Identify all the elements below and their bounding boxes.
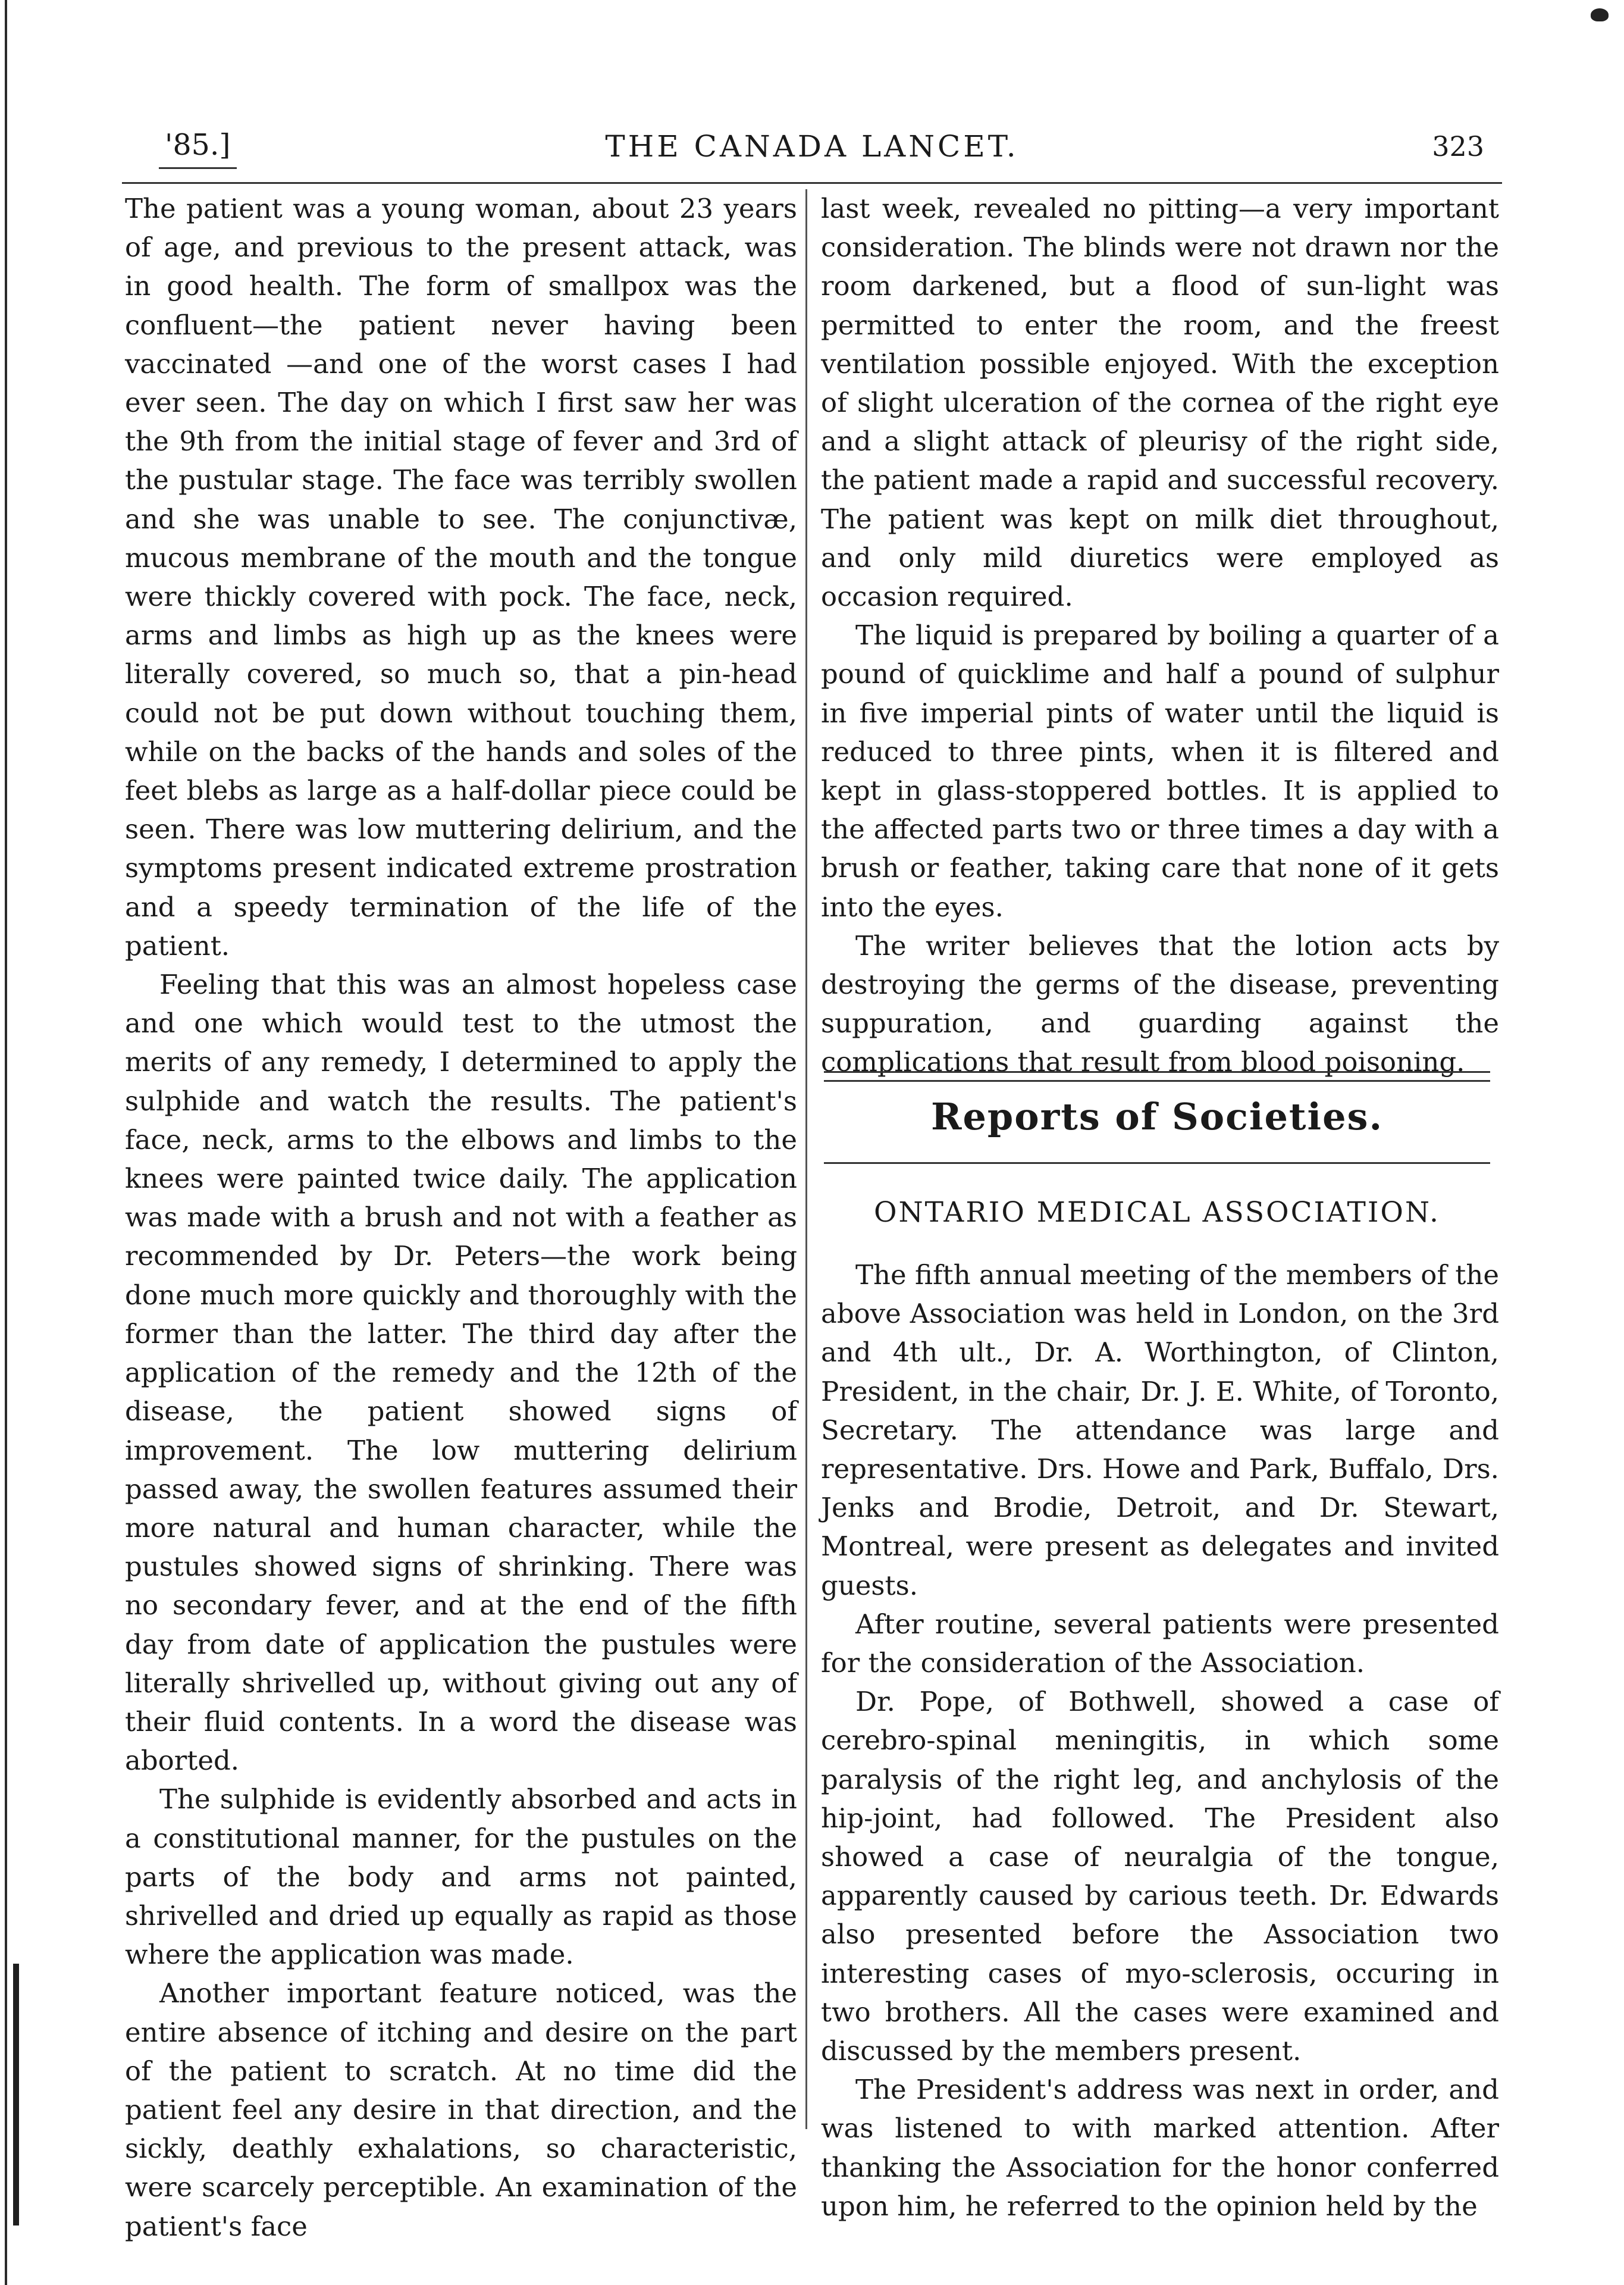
right-column-bottom <box>821 1256 1499 2225</box>
section-double-rule <box>824 1071 1490 1082</box>
paragraph: The liquid is prepared by boiling a quarter of a pound of quicklime and half a pound of sulphur in five imperial pints of water until the liquid is reduced to three pints, when it is filtered and kept in glass-stoppered bottles. It is applied to the affected parts two or three times a day with a brush or feather, taking care that none of it gets into the eyes. <box>821 619 1499 923</box>
header-rule <box>122 182 1502 184</box>
paragraph: Another important feature noticed, was the entire absence of itching and desire on the part of the patient to scratch. At no time did the patient feel any desire in that direction, and the sickly, deathly exhalations, so characteristic, were scarcely perceptible. An examination of the patient's face <box>125 1977 797 2242</box>
paragraph: last week, revealed no pitting—a very important consideration. The blinds were not drawn nor the room darkened, but a flood of sun-light was permitted to enter the room, and the freest ventilation possible enjoyed. With the exception of slight ulceration of the cornea of the right eye and a slight attack of pleurisy of the right side, the patient made a rapid and successful recovery. The patient was kept on milk diet throughout, and only mild diuretics were employed as occasion required. <box>821 193 1499 613</box>
binding-edge <box>5 0 7 2285</box>
paragraph: Dr. Pope, of Bothwell, showed a case of cerebro-spinal meningitis, in which some paralysis of the right leg, and anchylosis of the hip-joint, had followed. The President also showed a case of neuralgia of the tongue, apparently caused by carious teeth. Dr. Edwards also presented before the Association two interesting cases of myo-sclerosis, occuring in two brothers. All the cases were examined and discussed by the members present. <box>821 1686 1499 2067</box>
left-column <box>125 189 797 2246</box>
right-column-top <box>821 189 1499 1082</box>
section-heading: Reports of Societies. <box>930 1095 1384 1138</box>
section-rule <box>824 1162 1490 1164</box>
paragraph: The patient was a young woman, about 23 years of age, and previous to the present attack, was in good health. The form of smallpox was the confluent—the patient never having been vaccinated —and one of the worst cases I had ever seen. The day on which I first saw her was the 9th from the initial stage of fever and 3rd of the pustular stage. The face was terribly swollen and she was unable to see. The conjunctivæ, mucous membrane of the mouth and the tongue were thickly covered with pock. The face, neck, arms and limbs as high up as the knees were literally covered, so much so, that a pin-head could not be put down without touching them, while on the backs of the hands and soles of the feet blebs as large as a half-dollar piece could be seen. There was low muttering delirium, and the symptoms present indicated extreme prostration and a speedy termination of the life of the patient. <box>125 193 797 962</box>
paragraph: The sulphide is evidently absorbed and acts in a constitutional manner, for the pustules on the parts of the body and arms not painted, shrivelled and dried up equally as rapid as those where the application was made. <box>125 1783 797 1971</box>
binding-mark <box>13 1964 19 2225</box>
corner-ink-mark <box>1591 8 1609 21</box>
column-divider <box>805 189 807 2129</box>
running-title: THE CANADA LANCET. <box>605 129 1019 164</box>
folio-year: '85.] <box>165 128 231 162</box>
paragraph: The writer believes that the lotion acts by destroying the germs of the disease, preventing suppuration, and guarding against the complications that result from blood poisoning. <box>821 929 1499 1078</box>
paragraph: The fifth annual meeting of the members of the above Association was held in London, on the 3rd and 4th ult., Dr. A. Worthington, of Clinton, President, in the chair, Dr. J. E. White, of Toronto, Secretary. The attendance was large and representative. Drs. Howe and Park, Buffalo, Drs. Jenks and Brodie, Detroit, and Dr. Stewart, Montreal, were present as delegates and invited guests. <box>821 1259 1499 1601</box>
article-title: ONTARIO MEDICAL ASSOCIATION. <box>874 1196 1440 1229</box>
paragraph: The President's address was next in order, and was listened to with marked attention. After thanking the Association for the honor conferred upon him, he referred to the opinion held by the <box>821 2074 1499 2222</box>
page-number: 323 <box>1432 130 1484 162</box>
page-header <box>128 122 1496 176</box>
paragraph: Feeling that this was an almost hopeless case and one which would test to the utmost the merits of any remedy, I determined to apply the sulphide and watch the results. The patient's face, neck, arms to the elbows and limbs to the knees were painted twice daily. The application was made with a brush and not with a feather as recommended by Dr. Peters—the work being done much more quickly and thoroughly with the former than the latter. The third day after the application of the remedy and the 12th of the disease, the patient showed signs of improvement. The low muttering delirium passed away, the swollen features assumed their more natural and human character, while the pustules showed signs of shrinking. There was no secondary fever, and at the end of the fifth day from date of application the pustules were literally shrivelled up, without giving out any of their fluid contents. In a word the disease was aborted. <box>125 969 797 1777</box>
paragraph: After routine, several patients were presented for the consideration of the Association. <box>821 1608 1499 1679</box>
